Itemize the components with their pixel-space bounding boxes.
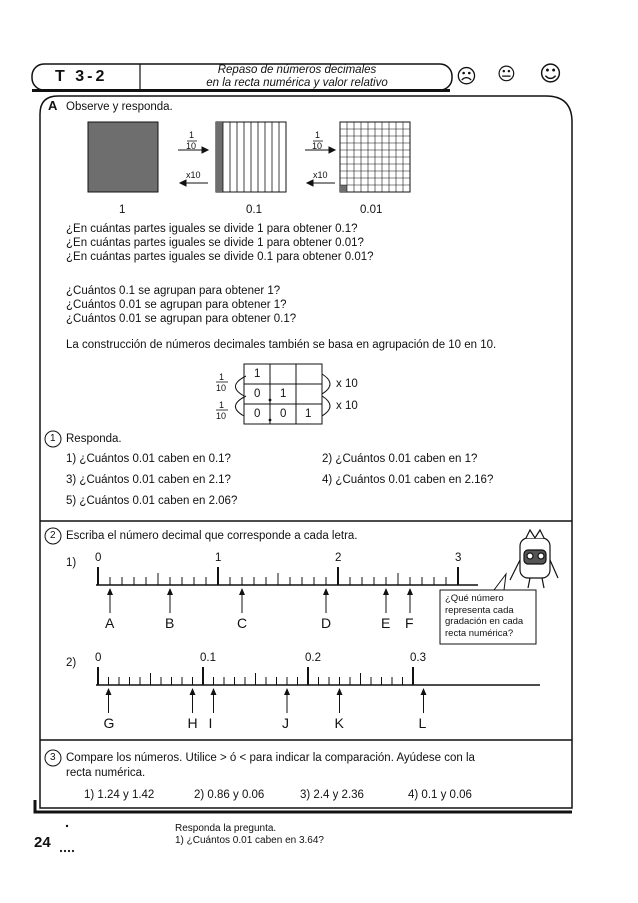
table-fraction-den-1: 10 <box>216 383 227 393</box>
point-letter: F <box>405 615 414 631</box>
arrow-head <box>407 588 413 595</box>
table-cell: 1 <box>305 408 312 420</box>
question: ¿Cuántos 0.1 se agrupan para obtener 1? <box>66 285 281 297</box>
number-line-2 <box>96 667 540 713</box>
tenths-shaded-column <box>216 122 223 192</box>
bubble-line: recta numérica? <box>445 627 514 639</box>
header-title-line1: Repaso de números decimales <box>217 64 377 76</box>
exercise-2-title: Escriba el número decimal que corresponde a cada letra. <box>66 530 358 542</box>
square-label-1: 1 <box>119 204 126 216</box>
number-line-2-label: 2) <box>66 657 77 669</box>
compare-item: 4) 0.1 y 0.06 <box>408 789 472 801</box>
question: ¿Cuántos 0.01 se agrupan para obtener 0.1? <box>66 313 297 325</box>
compare-item: 1) 1.24 y 1.42 <box>84 789 155 801</box>
fraction-denominator-2: 10 <box>312 141 323 151</box>
exercise-1-item: 5) ¿Cuántos 0.01 caben en 2.06? <box>66 495 238 507</box>
fraction-numerator-2: 1 <box>315 130 321 140</box>
table-cell: 0 <box>254 388 261 400</box>
arrow-head <box>239 588 245 595</box>
bubble-line: gradación en cada <box>445 616 524 627</box>
arrow-head <box>107 588 113 595</box>
tick-label: 0 <box>95 552 102 564</box>
number-line-1-label: 1) <box>66 557 77 569</box>
table-cell: 0 <box>280 408 287 420</box>
arrow-head <box>421 688 427 695</box>
fraction-numerator-1: 1 <box>189 130 195 140</box>
square-label-0-01: 0.01 <box>360 204 383 216</box>
hundredths-shaded-cell <box>340 185 347 192</box>
table-fraction-num-2: 1 <box>219 400 225 410</box>
unit-square <box>88 122 158 192</box>
table-cell: 1 <box>254 368 261 380</box>
fraction-denominator-1: 10 <box>186 141 197 151</box>
point-letter: G <box>103 715 115 731</box>
arrow-head <box>211 688 217 695</box>
page-number: 24 <box>34 834 51 851</box>
footer-task-title: Responda la pregunta. <box>175 823 277 834</box>
tick-label: 0.1 <box>200 652 216 664</box>
bubble-line: representa cada <box>445 604 514 616</box>
exercise-1-item: 1) ¿Cuántos 0.01 caben en 0.1? <box>66 453 231 465</box>
grouping-statement: La construcción de números decimales también se basa en agrupación de 10 en 10. <box>66 339 497 351</box>
tick-label: 0.2 <box>305 652 321 664</box>
tick-label: 1 <box>215 552 222 564</box>
arrow-head <box>337 688 343 695</box>
point-letter: L <box>418 715 427 731</box>
compare-item: 2) 0.86 y 0.06 <box>194 789 265 801</box>
exercise-3-number: 3 <box>50 752 56 763</box>
compare-item: 3) 2.4 y 2.36 <box>300 789 364 801</box>
exercise-1-number: 1 <box>50 433 56 444</box>
times10-label-1: x10 <box>186 170 201 180</box>
arrow-head <box>167 588 173 595</box>
tenths-square <box>216 122 286 192</box>
table-fraction-num-1: 1 <box>219 372 225 382</box>
table-cell: 0 <box>254 408 261 420</box>
point-letter: I <box>208 715 213 731</box>
tick-label: 0.3 <box>410 652 426 664</box>
table-times10-1: x 10 <box>336 378 358 390</box>
footer-task: 1) ¿Cuántos 0.01 caben en 3.64? <box>175 835 324 846</box>
exercise-1-item: 3) ¿Cuántos 0.01 caben en 2.1? <box>66 474 231 486</box>
table-cell: 1 <box>280 388 287 400</box>
point-letter: E <box>381 615 391 631</box>
exercise-3-title-line2: recta numérica. <box>66 767 146 779</box>
speech-bubble-text <box>445 593 523 639</box>
square-label-0-1: 0.1 <box>246 204 262 216</box>
point-letter: D <box>321 615 332 631</box>
table-fraction-den-2: 10 <box>216 411 227 421</box>
face-happy-icon[interactable]: ☺ <box>539 62 562 87</box>
header-title <box>142 64 452 89</box>
point-letter: C <box>237 615 248 631</box>
exercise-2-number: 2 <box>50 530 56 541</box>
arrow-head <box>190 688 196 695</box>
question-group-1 <box>66 222 374 264</box>
exercise-1-item: 2) ¿Cuántos 0.01 caben en 1? <box>322 453 478 465</box>
bubble-line: ¿Qué número <box>445 593 504 604</box>
tick-label: 0 <box>95 652 102 664</box>
table-times10-2: x 10 <box>336 400 358 412</box>
header-code: T 3-2 <box>55 68 108 85</box>
question: ¿En cuántas partes iguales se divide 1 para obtener 0.1? <box>66 223 358 235</box>
question: ¿En cuántas partes iguales se divide 1 para obtener 0.01? <box>66 237 364 249</box>
arrow-head <box>284 688 290 695</box>
point-letter: J <box>282 715 289 731</box>
section-a-letter: A <box>48 98 58 113</box>
point-letter: K <box>334 715 344 731</box>
cartoon-character-icon <box>510 530 558 588</box>
arrow-head <box>383 588 389 595</box>
times10-label-2: x10 <box>313 170 328 180</box>
tick-label: 3 <box>455 552 462 564</box>
hundredths-square <box>340 122 410 192</box>
question-group-2 <box>66 284 296 326</box>
arrow-head <box>323 588 329 595</box>
exercise-1-item: 4) ¿Cuántos 0.01 caben en 2.16? <box>322 474 494 486</box>
point-letter: H <box>187 715 198 731</box>
face-neutral-icon[interactable]: 😐 <box>497 64 516 85</box>
section-a-instruction: Observe y responda. <box>66 101 173 113</box>
face-sad-icon[interactable]: ☹ <box>456 64 477 88</box>
number-line-1 <box>96 567 478 613</box>
header-title-line2: en la recta numérica y valor relativo <box>206 76 388 89</box>
tick-label: 2 <box>335 552 342 564</box>
question: ¿Cuántos 0.01 se agrupan para obtener 1? <box>66 299 287 311</box>
point-letter: B <box>165 615 175 631</box>
exercise-3-title-line1: Compare los números. Utilice > ó < para indicar la comparación. Ayúdese con la <box>66 752 475 764</box>
point-letter: A <box>105 615 115 631</box>
exercise-1-title: Responda. <box>66 433 122 445</box>
question: ¿En cuántas partes iguales se divide 0.1 para obtener 0.01? <box>66 251 374 263</box>
arrow-head <box>106 688 112 695</box>
